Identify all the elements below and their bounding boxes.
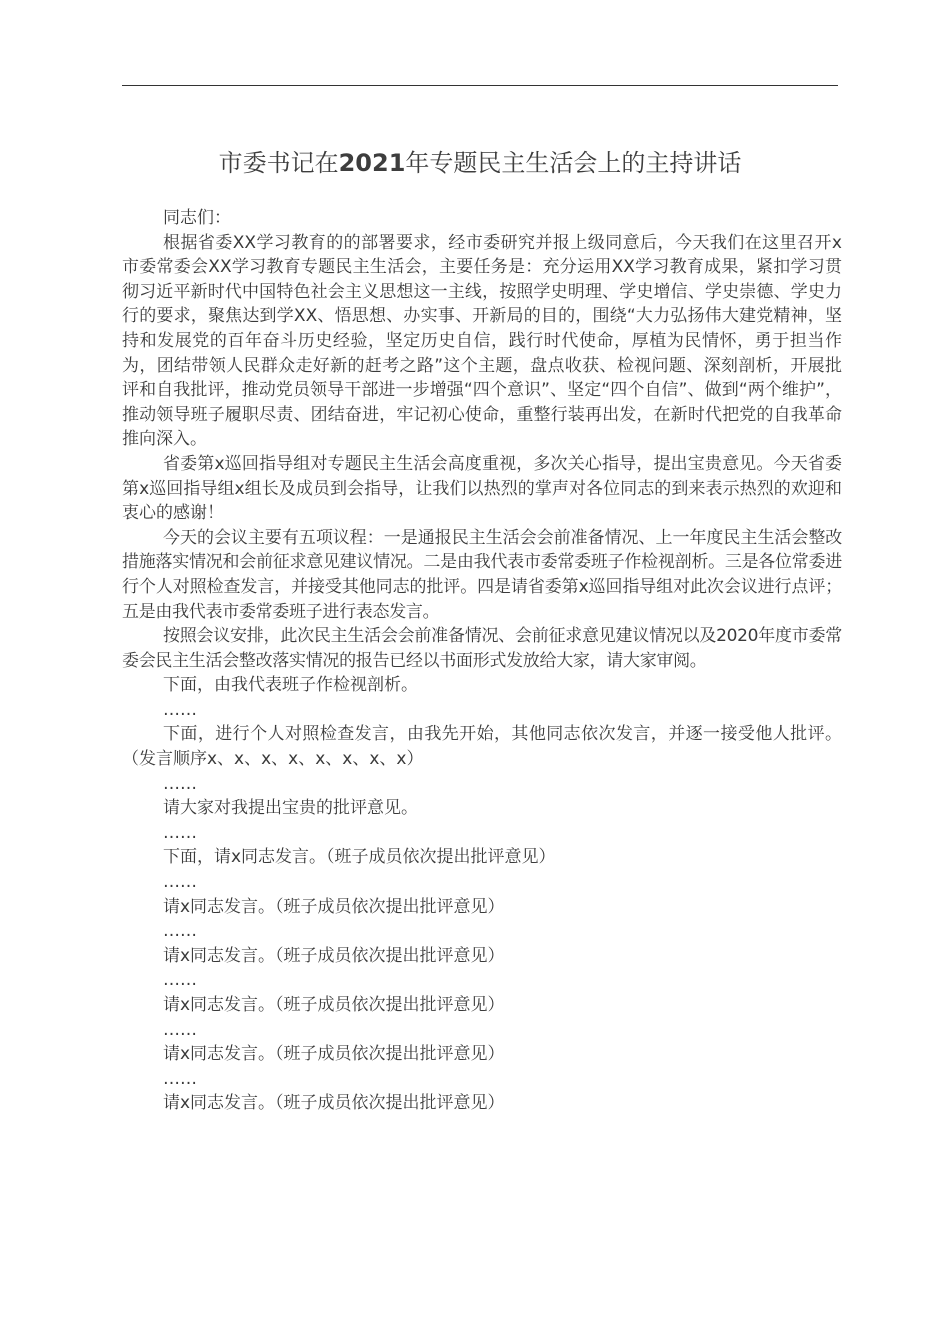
title-prefix: 市委书记在 bbox=[218, 149, 339, 177]
ellipsis: …… bbox=[163, 1068, 197, 1089]
header-rule bbox=[122, 85, 838, 86]
paragraph-agenda: 今天的会议主要有五项议程：一是通报民主生活会会前准备情况、上一年度民主生活会整改措施落实情况和会前征求意见建议情况。二是由我代表市委常委班子作检视剖析。三是各位常委进行个人对照检查发言，并接受其他同志的批评。四是请省委第x巡回指导组对此次会议进行点评；五是由我代表市委常委班子进行表态发言。 bbox=[122, 527, 842, 622]
paragraph-analysis: 下面，由我代表班子作检视剖析。 bbox=[163, 675, 418, 696]
paragraph-speaker: 请x同志发言。（班子成员依次提出批评意见） bbox=[163, 995, 505, 1015]
paragraph-intro: 根据省委XX学习教育的的部署要求，经市委研究并报上级同意后，今天我们在这里召开x市委常委会XX学习教育专题民主生活会，主要任务是：充分运用XX学习教育成果，紧扣学习贯彻习近平新时代中国特色社会主义思想这一主线，按照学史明理、学史增信、学史崇德、学史力行的要求，聚焦达到学XX、悟思想、办实事、开新局的目的，围绕“大力弘扬伟大建党精神，坚持和发展党的百年奋斗历史经验，坚定历史自信，践行时代使命，厚植为民情怀，勇于担当作为，团结带领人民群众走好新的赶考之路”这个主题，盘点收获、检视问题、深刻剖析，开展批评和自我批评，推动党员领导干部进一步增强“四个意识”、坚定“四个自信”、做到“两个维护”，推动领导班子履职尽责、团结奋进，牢记初心使命，重整行装再出发，在新时代把党的自我革命推向深入。 bbox=[122, 232, 842, 450]
ellipsis: …… bbox=[163, 921, 197, 942]
paragraph-reports: 按照会议安排，此次民主生活会会前准备情况、会前征求意见建议情况以及2020年度市委常委会民主生活会整改落实情况的报告已经以书面形式发放给大家，请大家审阅。 bbox=[122, 626, 842, 671]
greeting: 同志们： bbox=[163, 208, 231, 228]
paragraph-guidance-group: 省委第x巡回指导组对专题民主生活会高度重视，多次关心指导，提出宝贵意见。今天省委第x巡回指导组x组长及成员到会指导，让我们以热烈的掌声对各位同志的到来表示热烈的欢迎和衷心的感谢！ bbox=[122, 453, 842, 524]
paragraph-speaker: 请x同志发言。（班子成员依次提出批评意见） bbox=[163, 1093, 505, 1114]
ellipsis: …… bbox=[163, 699, 197, 720]
paragraph-next-speaker: 下面，请x同志发言。（班子成员依次提出批评意见） bbox=[163, 847, 556, 868]
title-suffix: 年专题民主生活会上的主持讲话 bbox=[405, 149, 742, 177]
paragraph-request-criticism: 请大家对我提出宝贵的批评意见。 bbox=[163, 798, 418, 819]
ellipsis: …… bbox=[163, 1019, 197, 1040]
paragraph-speaker: 请x同志发言。（班子成员依次提出批评意见） bbox=[163, 945, 505, 966]
ellipsis: …… bbox=[163, 970, 197, 991]
title-year: 2021 bbox=[338, 149, 406, 177]
ellipsis: …… bbox=[163, 822, 197, 843]
document-title bbox=[122, 146, 838, 180]
document-body bbox=[122, 206, 842, 1116]
paragraph-speaker: 请x同志发言。（班子成员依次提出批评意见） bbox=[163, 896, 505, 917]
ellipsis: …… bbox=[163, 872, 197, 893]
paragraph-speaker: 请x同志发言。（班子成员依次提出批评意见） bbox=[163, 1044, 505, 1065]
ellipsis: …… bbox=[163, 773, 197, 794]
paragraph-self-check: 下面，进行个人对照检查发言，由我先开始，其他同志依次发言，并逐一接受他人批评。（发言顺序x、x、x、x、x、x、x、x） bbox=[122, 724, 842, 770]
